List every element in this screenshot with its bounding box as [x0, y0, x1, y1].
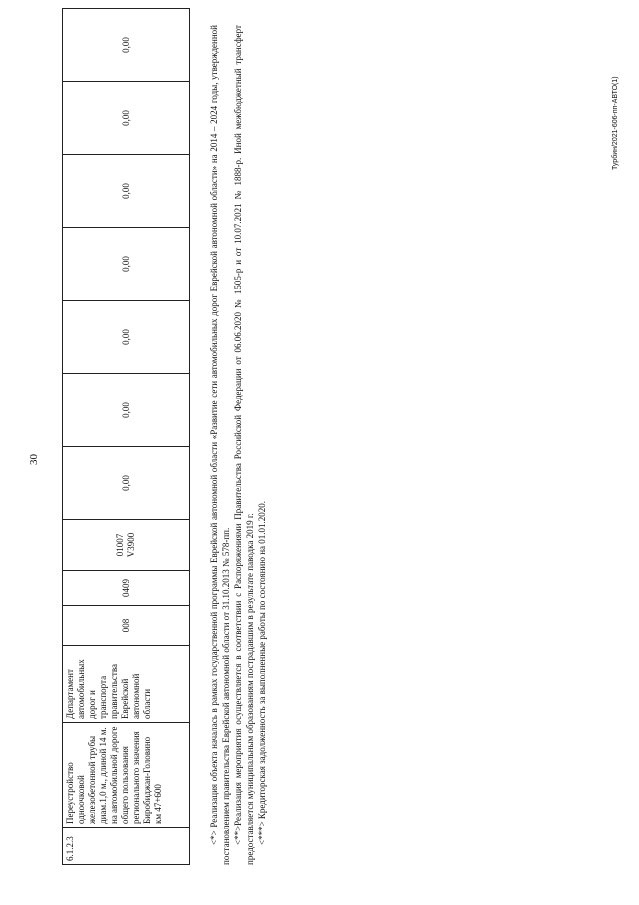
row-value: 0,00 [63, 9, 190, 82]
row-value: 0,00 [63, 374, 190, 447]
row-value: 0,00 [63, 155, 190, 228]
row-number: 6.1.2.3 [63, 828, 190, 865]
row-name: Переустройство одноочковой железобетонной трубы диам.1,0 м., длиной 14 м. на автомобильной дороге общего пользования регионального значения Биробиджан-Головино км 47+600 [63, 723, 190, 828]
row-rzpr: 0409 [63, 571, 190, 606]
row-csr: 01007 V3900 [63, 520, 190, 571]
footnote-1: <*> Реализация объекта началась в рамках государственной программы Еврейской автономной области «Развитие сети автомобильных дорог Еврейской автономной области» на 2014 – 2024 годы, утвержденной постановлением правительства Еврейской автономной области от 31.10.2013 № 578-пп. [209, 25, 231, 865]
row-value: 0,00 [63, 447, 190, 520]
footnote-3: <***> Кредиторская задолженность за выполненные работы по состоянию на 01.01.2020. [257, 500, 267, 845]
row-value: 0,00 [63, 82, 190, 155]
footnotes [208, 25, 268, 865]
program-table [62, 8, 190, 865]
row-value: 0,00 [63, 228, 190, 301]
row-grbs: 008 [63, 606, 190, 646]
row-value: 0,00 [63, 301, 190, 374]
page-number: 30 [28, 454, 40, 465]
table-row [63, 9, 190, 865]
row-department: Департамент автомобильных дорог и транспорта правительства Еврейской автономной области [63, 646, 190, 723]
footnote-2: <**>Реализация мероприятия осуществляется в соответствии с Распоряжениями Правительства Российской Федерации от 06.06.2020 № 1505-р и от 10.07.2021 № 1888-р. Иной межбюджетный трансферт предоставляется муниципальным образованиям пострадавшим в результате паводка 2019 г. [233, 25, 255, 865]
document-code: Турбин/2021-606-пп-АВТО(1) [612, 76, 619, 170]
